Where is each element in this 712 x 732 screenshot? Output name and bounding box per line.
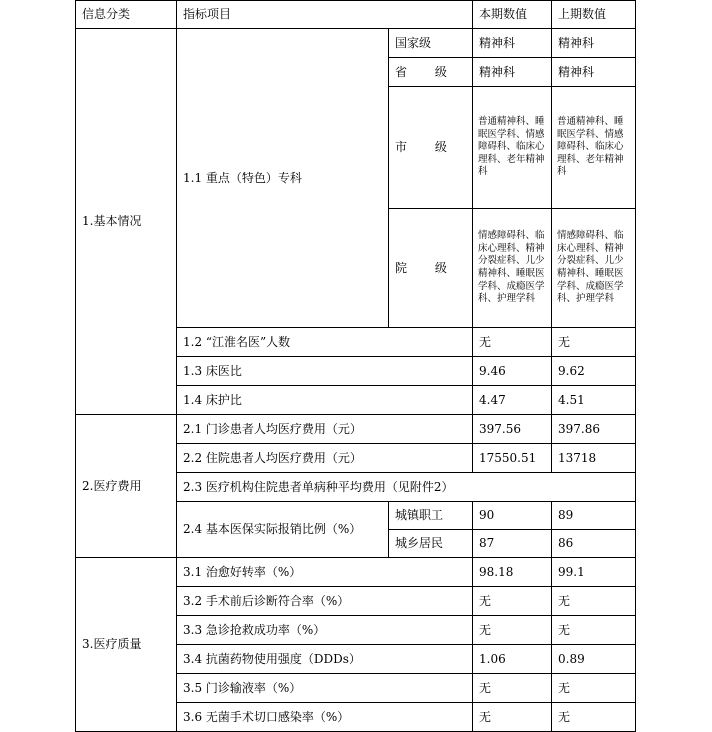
level-label: 院 级: [389, 209, 473, 328]
row-label: 3.5 门诊输液率（%）: [177, 674, 473, 703]
current-value: 1.06: [473, 645, 552, 674]
item-key-specialty: 1.1 重点（特色）专科: [177, 29, 389, 328]
row-note: 2.3 医疗机构住院患者单病种平均费用（见附件2）: [177, 473, 636, 502]
previous-value: 89: [552, 502, 636, 530]
table-row: [76, 415, 636, 444]
current-value: 普通精神科、睡眠医学科、情感障碍科、临床心理科、老年精神科: [473, 87, 552, 209]
level-label: 市 级: [389, 87, 473, 209]
previous-value: 0.89: [552, 645, 636, 674]
section-cost: 2.医疗费用: [76, 415, 177, 558]
current-value: 无: [473, 674, 552, 703]
current-value: 90: [473, 502, 552, 530]
current-value: 87: [473, 530, 552, 558]
previous-value: 无: [552, 616, 636, 645]
previous-value: 397.86: [552, 415, 636, 444]
header-row: [76, 1, 636, 29]
table-row: [76, 558, 636, 587]
level-label: 省 级: [389, 58, 473, 87]
current-value: 无: [473, 587, 552, 616]
row-label: 3.1 治愈好转率（%）: [177, 558, 473, 587]
header-indicator: 指标项目: [177, 1, 473, 29]
row-label: 3.2 手术前后诊断符合率（%）: [177, 587, 473, 616]
row-label: 3.3 急诊抢救成功率（%）: [177, 616, 473, 645]
row-label: 1.3 床医比: [177, 357, 473, 386]
previous-value: 4.51: [552, 386, 636, 415]
previous-value: 无: [552, 328, 636, 357]
current-value: 无: [473, 703, 552, 732]
previous-value: 9.62: [552, 357, 636, 386]
section-basic: 1.基本情况: [76, 29, 177, 415]
table-row: [76, 29, 636, 58]
current-value: 9.46: [473, 357, 552, 386]
header-current: 本期数值: [473, 1, 552, 29]
header-previous: 上期数值: [552, 1, 636, 29]
current-value: 精神科: [473, 58, 552, 87]
current-value: 17550.51: [473, 444, 552, 473]
current-value: 精神科: [473, 29, 552, 58]
row-label: 2.2 住院患者人均医疗费用（元）: [177, 444, 473, 473]
previous-value: 无: [552, 587, 636, 616]
current-value: 无: [473, 328, 552, 357]
previous-value: 普通精神科、睡眠医学科、情感障碍科、临床心理科、老年精神科: [552, 87, 636, 209]
previous-value: 精神科: [552, 29, 636, 58]
insurance-type: 城乡居民: [389, 530, 473, 558]
section-quality: 3.医疗质量: [76, 558, 177, 732]
insurance-type: 城镇职工: [389, 502, 473, 530]
current-value: 397.56: [473, 415, 552, 444]
row-label: 3.4 抗菌药物使用强度（DDDs）: [177, 645, 473, 674]
previous-value: 精神科: [552, 58, 636, 87]
current-value: 4.47: [473, 386, 552, 415]
previous-value: 无: [552, 674, 636, 703]
previous-value: 86: [552, 530, 636, 558]
current-value: 98.18: [473, 558, 552, 587]
hospital-info-table: [75, 0, 636, 732]
previous-value: 无: [552, 703, 636, 732]
row-label: 2.4 基本医保实际报销比例（%）: [177, 502, 389, 558]
row-label: 1.2 “江淮名医”人数: [177, 328, 473, 357]
current-value: 情感障碍科、临床心理科、精神分裂症科、儿少精神科、睡眠医学科、成瘾医学科、护理学科: [473, 209, 552, 328]
previous-value: 情感障碍科、临床心理科、精神分裂症科、儿少精神科、睡眠医学科、成瘾医学科、护理学科: [552, 209, 636, 328]
header-category: 信息分类: [76, 1, 177, 29]
level-label: 国家级: [389, 29, 473, 58]
current-value: 无: [473, 616, 552, 645]
row-label: 1.4 床护比: [177, 386, 473, 415]
previous-value: 99.1: [552, 558, 636, 587]
row-label: 2.1 门诊患者人均医疗费用（元）: [177, 415, 473, 444]
row-label: 3.6 无菌手术切口感染率（%）: [177, 703, 473, 732]
previous-value: 13718: [552, 444, 636, 473]
